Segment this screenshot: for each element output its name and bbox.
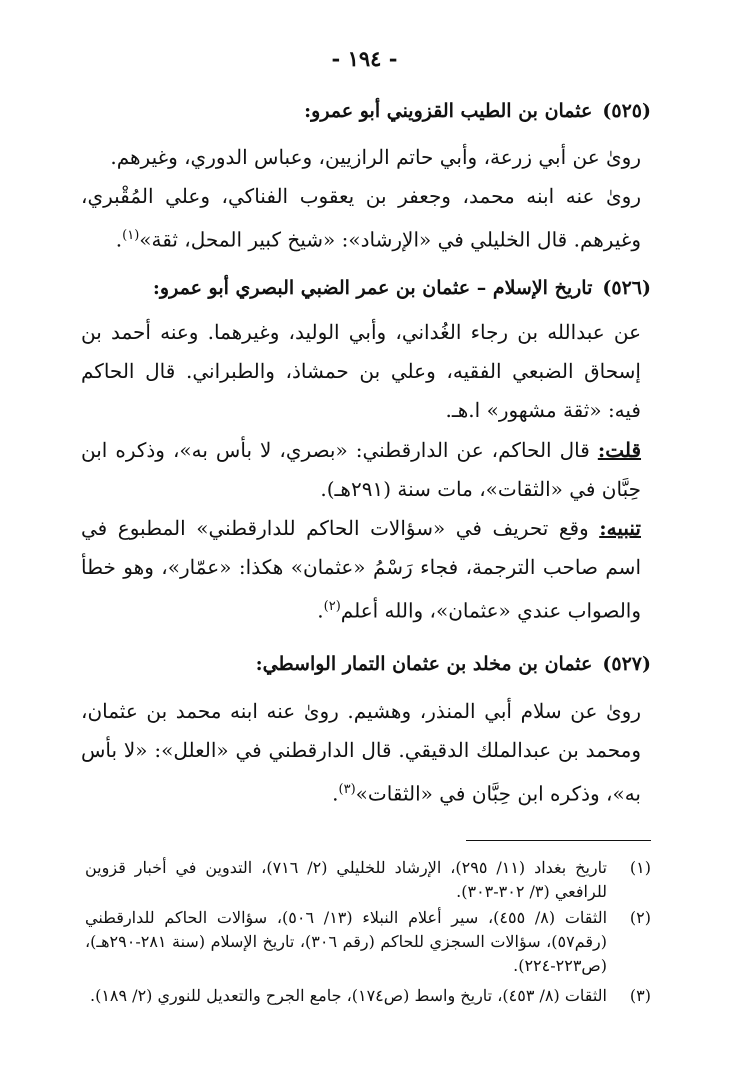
page-number: - ١٩٤ - [331,46,398,71]
tanbih-paragraph: تنبيه: وقع تحريف في «سؤالات الحاكم للدارقطني» المطبوع في اسم صاحب الترجمة، فجاء رَسْمُ «عثمان» هكذا: «عمّار»، وهو خطأ والصواب عندي «عثمان»، والله أعلم$^{(٢)}$. [81,516,641,623]
entry-paragraph: روىٰ عن أبي زرعة، وأبي حاتم الرازيين، وعباس الدوري، وغيرهم. [110,145,641,169]
qultu-paragraph [81,431,641,509]
entry-title: تاريخ الإسلام – عثمان بن عمر الضبي البصري أبو عمرو: [152,277,593,299]
footnote-number: (٢) [629,908,651,927]
tanbih-label: تنبيه: [599,516,641,540]
entry-paragraph: روىٰ عنه ابنه محمد، وجعفر بن يعقوب الفناكي، وعلي المُقْبري، وغيرهم. قال الخليلي في «الإرشاد»: «شيخ كبير المحل، ثقة»$^{(١)}$. [81,184,641,252]
footnote-ref: (٣) [338,782,356,797]
entry-paragraph: روىٰ عن سلام أبي المنذر، وهشيم. روىٰ عنه ابنه محمد بن عثمان، ومحمد بن عبدالملك الدقيقي. قال الدارقطني في «العلل»: «لا بأس به»، وذكره ابن حِبَّان في «الثقات»$^{(٣)}$. [81,699,641,806]
entry-number: (٥٢٥) [602,100,651,122]
footnote-ref: (٢) [323,599,341,614]
tanbih-text: وقع تحريف في «سؤالات الحاكم للدارقطني» المطبوع في اسم صاحب الترجمة، فجاء رَسْمُ «عثمان» هكذا: «عمّار»، وهو خطأ والصواب عندي «عثمان»، والله أعلم [81,516,641,623]
footnote-text: الثقات (٨/ ٤٥٥)، سير أعلام النبلاء (١٣/ ٥٠٦)، سؤالات الحاكم للدارقطني (رقم٥٧)، سؤالات السجزي للحاكم (رقم ٣٠٦)، تاريخ الإسلام (سنة ٢٨١-٢٩٠هـ)، (ص٢٢٣-٢٢٤). [85,908,608,975]
footnote-number: (١) [629,858,651,877]
footnote [81,906,651,978]
entry-heading [71,277,651,299]
qultu-text: قال الحاكم، عن الدارقطني: «بصري، لا بأس به»، وذكره ابن حِبَّان في «الثقات»، مات سنة (٢٩١هـ). [81,438,641,501]
qultu-label: قلت: [597,438,642,462]
footnote-ref: (١) [122,228,140,243]
entry-paragraph: عن عبدالله بن رجاء الغُداني، وأبي الوليد، وغيرهما. وعنه أحمد بن إسحاق الضبعي الفقيه، وعلي بن حمشاذ، والطبراني. قال الحاكم فيه: «ثقة مشهور» ا.هـ. [81,320,641,422]
footnote-separator [466,840,651,841]
entry-number: (٥٢٧) [602,653,651,675]
footnote-text: الثقات (٨/ ٤٥٣)، تاريخ واسط (ص١٧٤)، جامع الجرح والتعديل للنوري (٢/ ١٨٩). [89,986,607,1005]
entry-number: (٥٢٦) [602,277,651,299]
paragraph-text: روىٰ عنه ابنه محمد، وجعفر بن يعقوب الفناكي، وعلي المُقْبري، وغيرهم. قال الخليلي في «الإرشاد»: «شيخ كبير المحل، ثقة» [81,184,641,252]
footnote [81,856,651,904]
paragraph-text: روىٰ عن سلام أبي المنذر، وهشيم. روىٰ عنه ابنه محمد بن عثمان، ومحمد بن عبدالملك الدقيقي. قال الدارقطني في «العلل»: «لا بأس به»، وذكره ابن حِبَّان في «الثقات» [81,699,641,806]
entry-heading [71,100,651,122]
footnote-number: (٣) [629,986,651,1005]
entry-heading [71,653,651,675]
entry-title: عثمان بن الطيب القزويني أبو عمرو: [304,100,593,122]
entry-title: عثمان بن مخلد بن عثمان التمار الواسطي: [255,653,593,675]
footnote-text: تاريخ بغداد (١١/ ٢٩٥)، الإرشاد للخليلي (٢/ ٧١٦)، التدوين في أخبار قزوين للرافعي (٣/ ٣٠٢-٣٠٣). [85,858,607,901]
footnote [81,984,651,1008]
